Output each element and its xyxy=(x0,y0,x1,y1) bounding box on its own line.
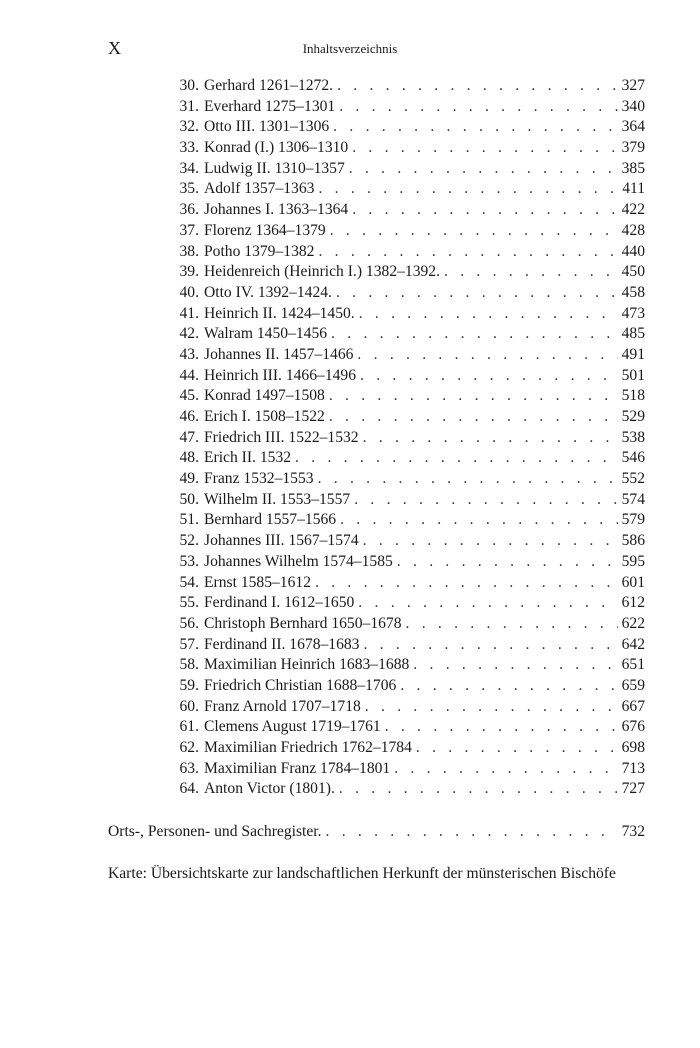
toc-entry-page: 574 xyxy=(621,490,645,508)
toc-entry-title: Johannes I. 1363–1364 xyxy=(204,201,349,219)
toc-entry-page: 327 xyxy=(621,77,645,94)
toc-entry-page: 601 xyxy=(621,573,645,591)
toc-entry-title: Johannes III. 1567–1574 xyxy=(204,532,359,550)
toc-entry-number: 42. xyxy=(179,325,199,343)
toc-entry-page: 651 xyxy=(621,656,645,674)
leader-dots xyxy=(339,97,617,118)
toc-entry-title: Erich I. 1508–1522 xyxy=(204,408,325,425)
toc-entry-number: 52. xyxy=(179,532,199,550)
toc-entry-title: Florenz 1364–1379 xyxy=(204,221,326,239)
toc-entry[interactable] xyxy=(168,138,645,159)
toc-entry-title: Adolf 1357–1363 xyxy=(204,180,315,198)
leader-dots xyxy=(357,345,617,366)
toc-entry-page: 529 xyxy=(621,408,645,425)
toc-entry[interactable] xyxy=(168,697,645,718)
toc-entry-page: 428 xyxy=(621,221,645,239)
toc-entry[interactable] xyxy=(168,552,645,573)
leader-dots xyxy=(365,697,618,718)
toc-entry-title: Friedrich Christian 1688–1706 xyxy=(204,676,397,694)
toc-entry-number: 30. xyxy=(179,77,199,94)
toc-entry-page: 612 xyxy=(621,594,645,612)
toc-entry-number: 60. xyxy=(179,697,199,715)
leader-dots xyxy=(363,635,617,656)
toc-entry-title: Franz Arnold 1707–1718 xyxy=(204,697,361,715)
toc-entry[interactable] xyxy=(168,407,645,428)
toc-list xyxy=(168,76,645,800)
toc-entry-page: 676 xyxy=(621,718,645,736)
toc-entry-number: 48. xyxy=(179,449,199,467)
toc-entry-title: Everhard 1275–1301 xyxy=(204,97,336,115)
toc-entry-title: Walram 1450–1456 xyxy=(204,325,328,343)
toc-entry[interactable] xyxy=(168,97,645,118)
toc-entry-page: 552 xyxy=(621,470,645,488)
toc-entry-number: 63. xyxy=(179,759,199,777)
leader-dots xyxy=(340,510,618,531)
toc-entry[interactable] xyxy=(168,635,645,656)
toc-entry-number: 55. xyxy=(179,594,199,612)
toc-entry[interactable] xyxy=(168,200,645,221)
toc-entry[interactable] xyxy=(168,738,645,759)
toc-entry[interactable] xyxy=(168,324,645,345)
toc-entry-page: 422 xyxy=(621,201,645,219)
toc-entry-page: 538 xyxy=(621,428,645,446)
toc-entry-register[interactable] xyxy=(108,822,645,843)
toc-entry[interactable] xyxy=(168,304,645,325)
toc-entry-page: 379 xyxy=(621,139,645,157)
leader-dots xyxy=(318,179,618,200)
toc-entry-number: 40. xyxy=(179,283,199,301)
toc-entry[interactable] xyxy=(168,490,645,511)
toc-entry-page: 440 xyxy=(621,242,645,260)
toc-entry-page: 732 xyxy=(621,823,645,840)
toc-entry[interactable] xyxy=(168,531,645,552)
toc-entry[interactable] xyxy=(168,655,645,676)
toc-entry-title: Bernhard 1557–1566 xyxy=(204,511,337,529)
toc-entry-number: 33. xyxy=(179,139,199,157)
toc-entry-title: Heinrich III. 1466–1496 xyxy=(204,366,357,384)
leader-dots xyxy=(339,779,618,800)
toc-entry[interactable] xyxy=(168,242,645,263)
toc-entry[interactable] xyxy=(168,386,645,407)
toc-entry-page: 546 xyxy=(621,449,645,467)
toc-entry-page: 385 xyxy=(621,159,645,177)
toc-entry[interactable] xyxy=(168,283,645,304)
running-head: Inhaltsverzeichnis xyxy=(302,41,398,56)
leader-dots xyxy=(352,200,617,221)
toc-entry-title: Heinrich II. 1424–1450. xyxy=(204,304,355,322)
toc-entry-page: 727 xyxy=(621,780,645,798)
toc-entry-number: 61. xyxy=(179,718,199,736)
toc-entry-number: 58. xyxy=(179,656,199,674)
toc-entry-page: 473 xyxy=(621,304,645,322)
toc-entry-page: 491 xyxy=(621,345,645,363)
leader-dots xyxy=(318,469,618,490)
toc-entry-number: 56. xyxy=(179,614,199,632)
leader-dots xyxy=(363,531,618,552)
toc-entry-number: 50. xyxy=(179,490,199,508)
toc-entry-number: 62. xyxy=(179,739,199,756)
toc-entry-page: 659 xyxy=(621,676,645,694)
toc-entry-title: Maximilian Heinrich 1683–1688 xyxy=(204,656,410,674)
toc-entry-title: Johannes Wilhelm 1574–1585 xyxy=(204,552,393,570)
toc-entry-page: 586 xyxy=(621,532,645,550)
toc-entry[interactable] xyxy=(168,448,645,469)
toc-entry[interactable] xyxy=(168,366,645,387)
leader-dots xyxy=(337,76,618,97)
toc-entry[interactable] xyxy=(168,345,645,366)
toc-entry-page: 518 xyxy=(621,387,645,405)
leader-dots xyxy=(352,138,617,159)
toc-entry-title: Wilhelm II. 1553–1557 xyxy=(204,490,351,508)
toc-entry[interactable] xyxy=(168,573,645,594)
leader-dots xyxy=(363,428,618,449)
toc-entry-title: Orts-, Personen- und Sachregister. xyxy=(108,823,322,840)
toc-entry-title: Maximilian Friedrich 1762–1784 xyxy=(204,739,412,756)
leader-dots xyxy=(400,676,617,697)
leader-dots xyxy=(358,593,617,614)
toc-entry-page: 501 xyxy=(621,366,645,384)
leader-dots xyxy=(331,324,618,345)
toc-entry-title: Konrad 1497–1508 xyxy=(204,387,325,405)
toc-entry[interactable] xyxy=(168,76,645,97)
toc-entry-number: 57. xyxy=(179,635,199,653)
toc-entry-page: 622 xyxy=(621,614,645,632)
leader-dots xyxy=(330,221,618,242)
map-note: Karte: Übersichtskarte zur landschaftlichen Herkunft der münsterischen Bischöfe xyxy=(108,865,616,882)
leader-dots xyxy=(354,490,617,511)
toc-entry-page: 698 xyxy=(621,739,645,756)
toc-entry-title: Potho 1379–1382 xyxy=(204,242,315,260)
toc-entry[interactable] xyxy=(168,779,645,800)
leader-dots xyxy=(333,117,617,138)
toc-entry-title: Ferdinand I. 1612–1650 xyxy=(204,594,355,612)
toc-entry[interactable] xyxy=(168,593,645,614)
leader-dots xyxy=(359,304,618,325)
toc-entry-number: 38. xyxy=(179,242,199,260)
toc-entry-page: 364 xyxy=(621,118,645,136)
toc-entry-page: 713 xyxy=(621,759,645,777)
toc-entry-number: 36. xyxy=(179,201,199,219)
toc-entry-number: 64. xyxy=(179,780,199,798)
toc-entry-title: Maximilian Franz 1784–1801 xyxy=(204,759,391,777)
toc-entry[interactable] xyxy=(168,676,645,697)
leader-dots xyxy=(394,759,617,780)
toc-entry[interactable] xyxy=(168,117,645,138)
toc-entry-number: 41. xyxy=(179,304,199,322)
leader-dots xyxy=(326,822,618,843)
leader-dots xyxy=(349,159,618,180)
toc-entry[interactable] xyxy=(168,510,645,531)
leader-dots xyxy=(413,655,617,676)
leader-dots xyxy=(336,283,618,304)
toc-entry-title: Heidenreich (Heinrich I.) 1382–1392. xyxy=(204,263,440,281)
toc-entry-title: Friedrich III. 1522–1532 xyxy=(204,428,359,446)
toc-entry-number: 53. xyxy=(179,552,199,570)
toc-entry[interactable] xyxy=(168,614,645,635)
leader-dots xyxy=(329,386,618,407)
toc-entry-number: 49. xyxy=(179,470,199,488)
toc-entry-page: 579 xyxy=(621,511,645,529)
toc-entry[interactable] xyxy=(168,428,645,449)
page-number: X xyxy=(108,38,122,58)
toc-entry-page: 595 xyxy=(621,552,645,570)
toc-entry-number: 44. xyxy=(179,366,199,384)
toc-entry-page: 458 xyxy=(621,283,645,301)
toc-entry-title: Otto III. 1301–1306 xyxy=(204,118,330,136)
toc-entry-number: 46. xyxy=(179,408,199,425)
leader-dots xyxy=(318,242,617,263)
leader-dots xyxy=(295,448,618,469)
toc-entry[interactable] xyxy=(168,179,645,200)
toc-entry-title: Ernst 1585–1612 xyxy=(204,573,311,591)
leader-dots xyxy=(416,738,618,759)
leader-dots xyxy=(329,407,618,428)
toc-entry-title: Johannes II. 1457–1466 xyxy=(204,345,354,363)
toc-entry-number: 43. xyxy=(179,345,199,363)
toc-entry-title: Anton Victor (1801). xyxy=(204,780,335,798)
toc-entry[interactable] xyxy=(168,469,645,490)
toc-entry-number: 39. xyxy=(179,263,199,281)
toc-entry-number: 37. xyxy=(179,221,199,239)
toc-entry-number: 51. xyxy=(179,511,199,529)
toc-entry-page: 485 xyxy=(621,325,645,343)
toc-entry-number: 45. xyxy=(179,387,199,405)
toc-entry-title: Christoph Bernhard 1650–1678 xyxy=(204,614,402,632)
toc-entry[interactable] xyxy=(168,159,645,180)
toc-entry-title: Erich II. 1532 xyxy=(204,449,292,467)
toc-entry[interactable] xyxy=(168,759,645,780)
toc-entry-number: 31. xyxy=(179,97,199,115)
toc-entry-number: 47. xyxy=(179,428,199,446)
toc-entry-page: 642 xyxy=(621,635,645,653)
leader-dots xyxy=(315,573,618,594)
toc-entry-title: Konrad (I.) 1306–1310 xyxy=(204,139,349,157)
toc-entry-number: 34. xyxy=(179,159,199,177)
toc-entry-number: 35. xyxy=(179,180,199,198)
toc-entry-title: Otto IV. 1392–1424. xyxy=(204,283,332,301)
leader-dots xyxy=(444,262,618,283)
leader-dots xyxy=(406,614,618,635)
toc-entry[interactable] xyxy=(168,221,645,242)
toc-entry-page: 340 xyxy=(621,97,645,115)
toc-entry[interactable] xyxy=(168,717,645,738)
toc-entry-number: 32. xyxy=(179,118,199,136)
toc-entry-number: 59. xyxy=(179,676,199,694)
toc-entry-page: 411 xyxy=(622,180,645,198)
toc-entry[interactable] xyxy=(168,262,645,283)
leader-dots xyxy=(385,717,618,738)
toc-entry-page: 450 xyxy=(621,263,645,281)
toc-entry-title: Ludwig II. 1310–1357 xyxy=(204,159,345,177)
toc-entry-title: Clemens August 1719–1761 xyxy=(204,718,381,736)
toc-entry-title: Ferdinand II. 1678–1683 xyxy=(204,635,360,653)
toc-entry-page: 667 xyxy=(621,697,645,715)
leader-dots xyxy=(397,552,618,573)
toc-entry-title: Gerhard 1261–1272. xyxy=(204,77,334,94)
toc-entry-title: Franz 1532–1553 xyxy=(204,470,314,488)
toc-entry-number: 54. xyxy=(179,573,199,591)
leader-dots xyxy=(360,366,618,387)
